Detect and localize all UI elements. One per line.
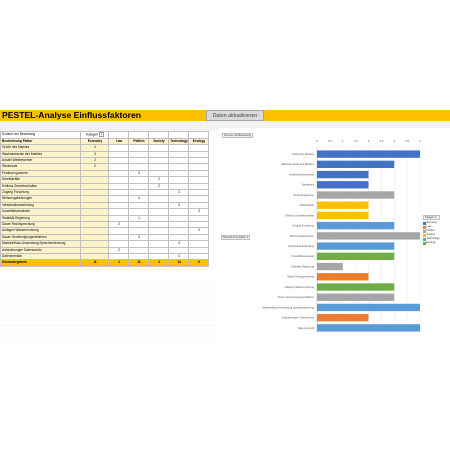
y-tick-label: Anzahl Wettbewerber (289, 173, 314, 177)
pivot-cell: 2 (149, 177, 169, 183)
dropdown-arrow-icon[interactable]: ▾ (100, 133, 103, 136)
legend-label: Law (426, 225, 432, 229)
pivot-cell: 4 (169, 254, 189, 260)
pivot-header-row (1, 132, 209, 139)
y-tick-label: Steuersatz (301, 183, 314, 187)
bar[interactable] (317, 273, 369, 280)
pivot-cell: 2 (109, 222, 129, 228)
pivot-cell: 3 (189, 228, 209, 234)
pivot-column-header: Economy (81, 138, 109, 144)
x-tick-label: 1.5 (353, 139, 358, 143)
x-tick-label: 0.5 (327, 139, 332, 143)
pivot-total-cell: 11 (81, 260, 109, 266)
legend-swatch (423, 226, 426, 229)
bar[interactable] (317, 202, 369, 209)
pivot-row-label: Stabilität Regierung (1, 215, 81, 221)
bar[interactable] (317, 181, 369, 188)
pivot-cell: 3 (189, 209, 209, 215)
bar[interactable] (317, 294, 394, 301)
x-tick-label: 3.5 (405, 139, 410, 143)
chart-legend[interactable] (423, 215, 440, 245)
pivot-row-label: Steuersatz (1, 164, 81, 170)
pivot-column-header: Ecology (189, 138, 209, 144)
pivot-cell: 3 (169, 190, 189, 196)
y-tick-label: Umweltbewusstsein (291, 255, 314, 259)
pivot-row-label: Anforderungen Datenschutz (1, 247, 81, 253)
pivot-row-label: Arbeitskräfte (1, 177, 81, 183)
legend-label: Politics (426, 229, 435, 233)
pivot-column-header: Law (109, 138, 129, 144)
bar[interactable] (317, 191, 394, 198)
x-tick-label: 4 (419, 139, 421, 143)
pivot-cell: 2 (81, 157, 109, 163)
pivot-row-label: Wohnungsbindungen (1, 196, 81, 202)
chart-axis-filter-label: Bezeichnung Faktor (223, 236, 247, 239)
toolbar-band (0, 121, 450, 128)
pivot-cell: 2 (81, 164, 109, 170)
y-tick-label: Dauer Genehmigungsverfahren (277, 296, 314, 300)
x-tick-label: 2 (367, 139, 370, 143)
pivot-cell: 3 (81, 151, 109, 157)
y-tick-label: Einfluss Gewerkschaften (285, 214, 314, 218)
pivot-value-label: Summe von Bewertung (1, 132, 81, 139)
pivot-table[interactable] (0, 131, 209, 267)
bar[interactable] (317, 314, 369, 321)
legend-filter-button[interactable]: Kategori ▾ (423, 215, 440, 220)
y-tick-label: Größe des Marktes (291, 153, 314, 157)
y-tick-label: Dauer Rechtsprechung (287, 275, 314, 279)
legend-label: Ecology (426, 241, 436, 245)
pivot-cell: 4 (169, 241, 189, 247)
pivot-cell: 4 (129, 196, 149, 202)
pivot-column-header: Politics (129, 138, 149, 144)
pivot-row-label: Markteinfluss-Anwendung Sprachenkennung (1, 241, 81, 247)
bar[interactable] (317, 283, 394, 290)
y-tick-label: Zugang Forschung (292, 224, 314, 228)
pivot-column-header: Technology (170, 138, 188, 143)
pivot-total-cell: 4 (109, 260, 129, 266)
pivot-row-label: Zugang Forschung (1, 190, 81, 196)
y-tick-label: Markteinfluss-Anwendung Sprachenkennung (262, 306, 314, 310)
pivot-chart[interactable] (220, 128, 450, 348)
pivot-row-label: Datenmenturk (1, 254, 81, 260)
y-tick-label: Infrastrukturanbindung (288, 245, 314, 249)
pivot-cell: 2 (109, 247, 129, 253)
x-tick-label: 2.5 (379, 139, 384, 143)
bar[interactable] (317, 222, 394, 229)
pivot-cell: 3 (129, 234, 149, 240)
x-tick-label: 0 (316, 139, 318, 143)
pivot-row-label: Einfluss Gewerkschaften (1, 183, 81, 189)
pivot-total-cell: 4 (149, 260, 169, 266)
y-tick-label: Anforderungen Datenschutz (281, 316, 314, 320)
bar-chart-svg (220, 128, 450, 348)
legend-swatch (423, 222, 426, 225)
pivot-row-label: Umweltbewusstsein (1, 209, 81, 215)
pivot-row-label: Anzahl Wettbewerber (1, 157, 81, 163)
y-tick-label: Wachstumsrate des Marktes (281, 163, 314, 167)
pivot-column-header: Society (149, 138, 169, 144)
pivot-row-label: Dauer Rechtsprechung (1, 222, 81, 228)
pivot-row-label: Auflagen Wasserrnutzung (1, 228, 81, 234)
x-tick-label: 1 (341, 139, 344, 143)
bar[interactable] (317, 212, 369, 219)
pivot-total-cell: 11 (129, 260, 149, 266)
update-data-button[interactable]: Daten aktualisieren (206, 110, 264, 121)
bar[interactable] (317, 304, 420, 311)
y-tick-label: Auflagen Wasserrnutzung (284, 285, 314, 289)
bar[interactable] (317, 253, 394, 260)
pivot-column-filter[interactable] (81, 132, 109, 139)
chart-axis-filter[interactable]: Bezeichnung Faktor ▾ (223, 236, 249, 239)
bar[interactable] (317, 324, 420, 331)
legend-title: Kategori (425, 216, 435, 219)
pivot-column-filter-label: Kategori (86, 132, 98, 137)
pivot-cell: 3 (129, 170, 149, 176)
bar[interactable] (317, 263, 343, 270)
y-tick-label: Arbeitskräfte (299, 204, 314, 208)
pivot-row-label: Größe des Marktes (1, 145, 81, 151)
pivot-cell: 3 (169, 202, 189, 208)
legend-swatch (423, 238, 426, 241)
pivot-cell: 1 (129, 215, 149, 221)
bar[interactable] (317, 171, 369, 178)
page-title: PESTEL-Analyse Einflussfaktoren (2, 110, 141, 120)
legend-label: Technology (426, 237, 440, 241)
pivot-row-label: Dauer Genehmigungsverfahren (1, 234, 81, 240)
chart-value-filter[interactable]: Summe von Bewertung (224, 134, 251, 137)
legend-item (423, 241, 440, 245)
bar[interactable] (317, 232, 420, 239)
y-tick-label: Stabilität Regierung (291, 265, 314, 269)
legend-swatch (423, 242, 426, 245)
pivot-row-label: Infrastrukturanbindung (1, 202, 81, 208)
legend-swatch (423, 230, 426, 233)
bar[interactable] (317, 242, 394, 249)
pivot-cell: 2 (149, 183, 169, 189)
bar[interactable] (317, 150, 420, 157)
legend-swatch (423, 234, 426, 237)
y-tick-label: Förderprogramme (293, 193, 314, 197)
y-tick-label: Datenmenturk (297, 326, 314, 330)
pivot-total-cell: 14 (169, 260, 189, 266)
legend-label: Society (426, 233, 436, 237)
x-tick-label: 3 (393, 139, 396, 143)
pivot-total-label: Gesamtergebnis (1, 260, 81, 266)
bar[interactable] (317, 161, 394, 168)
pivot-total-cell: 6 (189, 260, 209, 266)
y-tick-label: Wohnungsbindungen (289, 234, 314, 238)
pivot-row-label: Wachstumsrate des Marktes (1, 151, 81, 157)
pivot-total-row (1, 260, 209, 266)
pivot-row-label: Förderprogramme (1, 170, 81, 176)
legend-label: Economy (426, 221, 438, 225)
pivot-row-label: Bezeichnung Faktor (1, 138, 81, 144)
pivot-cell: 4 (81, 145, 109, 151)
